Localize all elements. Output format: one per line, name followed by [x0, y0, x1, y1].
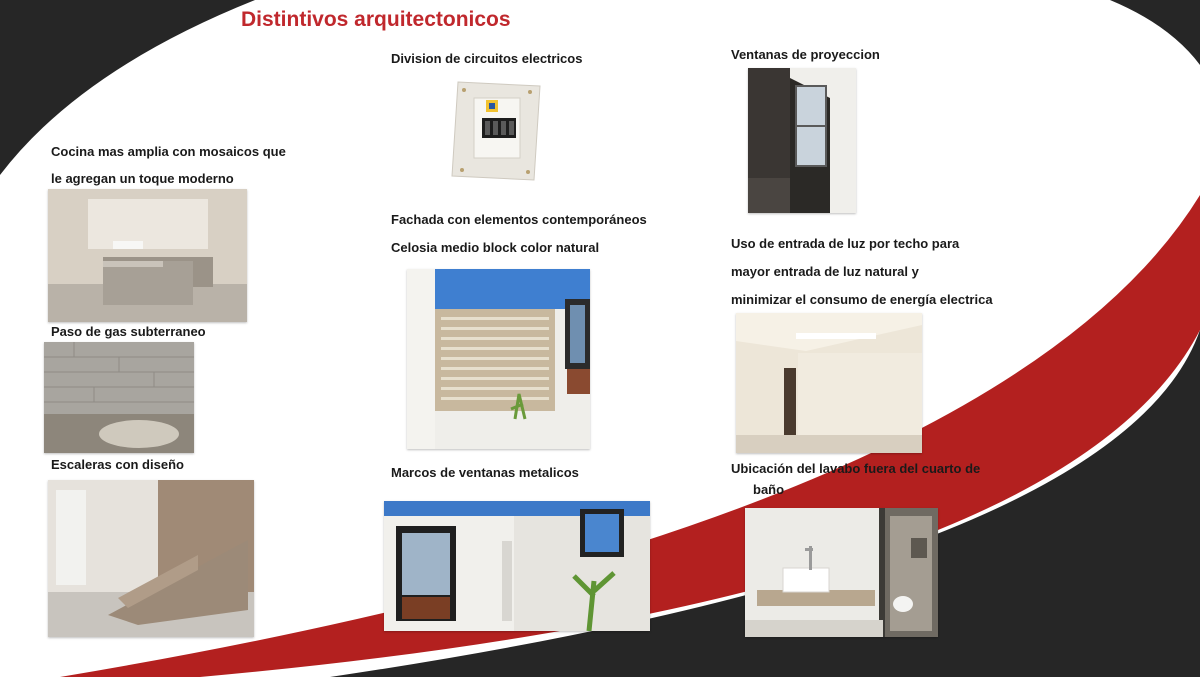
- projection-window-photo: [748, 68, 856, 213]
- stairs-photo: [48, 480, 254, 637]
- kitchen-caption-line-2: le agregan un toque moderno: [51, 171, 234, 186]
- sink-caption-line-2: baño: [753, 482, 785, 497]
- stairs-caption: Escaleras con diseño: [51, 457, 184, 472]
- kitchen-photo: [48, 189, 247, 322]
- kitchen-caption-line-1: Cocina mas amplia con mosaicos que: [51, 144, 286, 159]
- light-caption-line-2: mayor entrada de luz natural y: [731, 264, 919, 279]
- slide-title: Distintivos arquitectonicos: [241, 8, 511, 31]
- facade-photo: [407, 269, 590, 449]
- circuit-breaker-photo: [448, 76, 544, 186]
- gas-caption: Paso de gas subterraneo: [51, 324, 206, 339]
- skylight-room-photo: [736, 313, 922, 453]
- facade-caption-line-1: Fachada con elementos contemporáneos: [391, 212, 647, 227]
- facade-caption-line-2: Celosia medio block color natural: [391, 240, 600, 255]
- frames-caption: Marcos de ventanas metalicos: [391, 465, 579, 480]
- gas-photo: [44, 342, 194, 453]
- window-frames-photo: [384, 501, 650, 631]
- circuits-caption: Division de circuitos electricos: [391, 51, 583, 66]
- windows-caption: Ventanas de proyeccion: [731, 47, 880, 62]
- light-caption-line-1: Uso de entrada de luz por techo para: [731, 236, 960, 251]
- sink-photo: [745, 508, 938, 637]
- sink-caption-line-1: Ubicación del lavabo fuera del cuarto de: [731, 461, 981, 476]
- light-caption-line-3: minimizar el consumo de energía electrica: [731, 292, 993, 307]
- dark-top-right-corner: [1110, 0, 1200, 65]
